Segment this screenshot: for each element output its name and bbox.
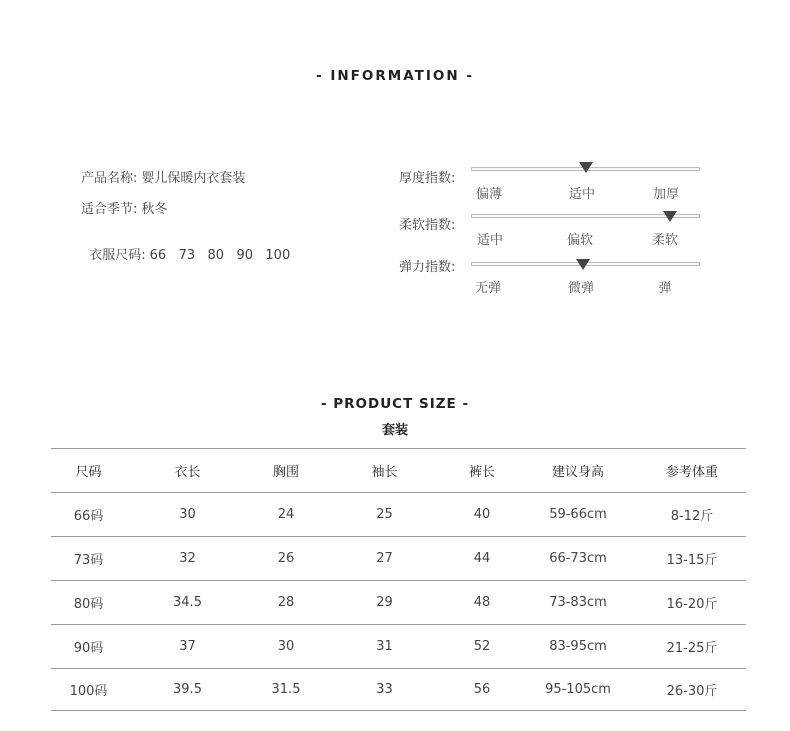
table-cell: 30 — [126, 493, 249, 537]
elasticity-option: 微弹 — [567, 281, 595, 296]
table-cell: 100码 — [51, 669, 126, 711]
size-table-header-row — [51, 449, 746, 493]
table-cell: 27 — [323, 537, 446, 581]
table-cell: 25 — [323, 493, 446, 537]
table-row — [51, 581, 746, 625]
table-cell: 48 — [446, 581, 518, 625]
table-cell: 56 — [446, 669, 518, 711]
table-cell: 8-12斤 — [638, 493, 746, 537]
elasticity-option: 弹 — [658, 281, 672, 296]
table-cell: 32 — [126, 537, 249, 581]
table-cell: 39.5 — [126, 669, 249, 711]
table-row — [51, 493, 746, 537]
column-header: 袖长 — [323, 449, 446, 493]
product-size-subtitle: 套装 — [381, 423, 408, 438]
table-cell: 26-30斤 — [638, 669, 746, 711]
table-row — [51, 537, 746, 581]
table-cell: 31.5 — [249, 669, 323, 711]
softness-option: 柔软 — [651, 233, 679, 248]
table-cell: 44 — [446, 537, 518, 581]
thickness-index-label: 厚度指数: — [399, 171, 456, 186]
thickness-index-marker — [579, 162, 593, 173]
info-label: 衣服尺码: — [89, 248, 146, 263]
table-cell: 66-73cm — [518, 537, 638, 581]
table-cell: 29 — [323, 581, 446, 625]
table-cell: 21-25斤 — [638, 625, 746, 669]
info-row-season — [81, 198, 167, 217]
table-cell: 73-83cm — [518, 581, 638, 625]
table-cell: 34.5 — [126, 581, 249, 625]
info-value: 婴儿保暖内衣套装 — [141, 171, 246, 186]
thickness-option: 适中 — [568, 187, 596, 202]
information-title: - INFORMATION - — [316, 68, 474, 84]
info-value: 66 73 80 90 100 — [149, 248, 291, 263]
elasticity-option: 无弹 — [474, 281, 502, 296]
info-row-sizes — [81, 229, 290, 263]
table-cell: 33 — [323, 669, 446, 711]
table-cell: 52 — [446, 625, 518, 669]
softness-option: 偏软 — [566, 233, 594, 248]
table-cell: 13-15斤 — [638, 537, 746, 581]
table-cell: 66码 — [51, 493, 126, 537]
info-label: 适合季节: — [81, 202, 138, 217]
column-header: 参考体重 — [638, 449, 746, 493]
table-cell: 26 — [249, 537, 323, 581]
table-cell: 31 — [323, 625, 446, 669]
elasticity-index-label: 弹力指数: — [399, 260, 456, 275]
info-value: 秋冬 — [141, 202, 168, 217]
column-header: 裤长 — [446, 449, 518, 493]
info-row-product-name — [81, 167, 245, 186]
table-cell: 59-66cm — [518, 493, 638, 537]
table-cell: 30 — [249, 625, 323, 669]
table-cell: 80码 — [51, 581, 126, 625]
thickness-option: 偏薄 — [475, 187, 503, 202]
table-cell: 16-20斤 — [638, 581, 746, 625]
elasticity-index-marker — [576, 259, 590, 270]
table-cell: 28 — [249, 581, 323, 625]
table-cell: 24 — [249, 493, 323, 537]
column-header: 尺码 — [51, 449, 126, 493]
table-cell: 73码 — [51, 537, 126, 581]
table-cell: 37 — [126, 625, 249, 669]
table-cell: 40 — [446, 493, 518, 537]
info-label: 产品名称: — [81, 171, 138, 186]
softness-index-label: 柔软指数: — [399, 218, 456, 233]
size-table — [51, 448, 746, 711]
column-header: 衣长 — [126, 449, 249, 493]
table-row — [51, 625, 746, 669]
column-header: 建议身高 — [518, 449, 638, 493]
table-cell: 83-95cm — [518, 625, 638, 669]
softness-index-marker — [663, 211, 677, 222]
product-size-title: - PRODUCT SIZE - — [320, 396, 470, 412]
softness-option: 适中 — [476, 233, 504, 248]
table-cell: 90码 — [51, 625, 126, 669]
column-header: 胸围 — [249, 449, 323, 493]
thickness-option: 加厚 — [652, 187, 680, 202]
table-cell: 95-105cm — [518, 669, 638, 711]
table-row — [51, 669, 746, 711]
